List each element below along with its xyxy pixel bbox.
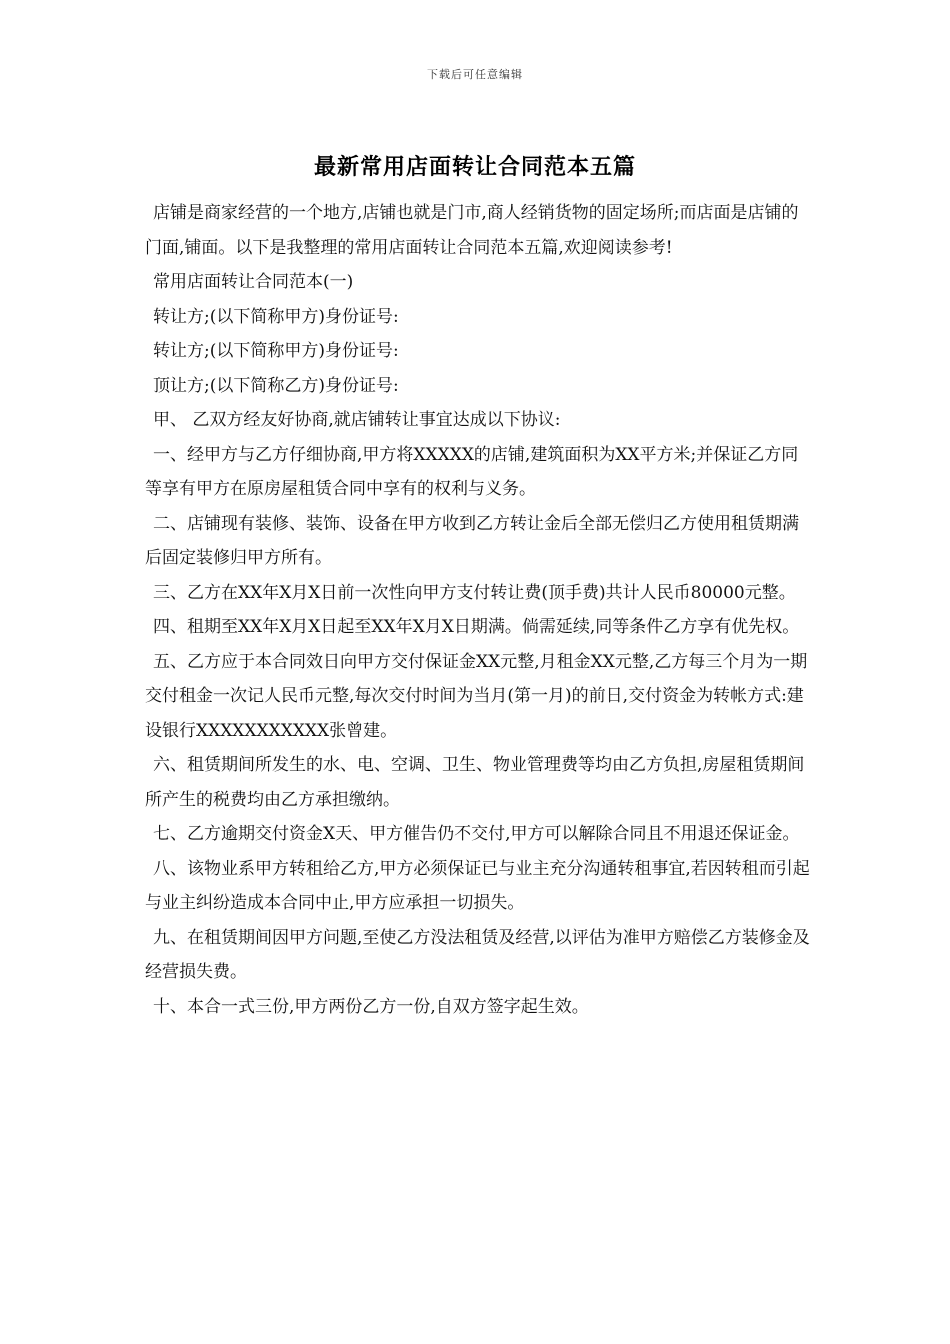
paragraph-clause-8: 八、该物业系甲方转租给乙方,甲方必须保证已与业主充分沟通转租事宜,若因转租而引起与业主纠纷造成本合同中止,甲方应承担一切损失。: [145, 858, 810, 913]
paragraph-clause-1: 一、经甲方与乙方仔细协商,甲方将XXXXX的店铺,建筑面积为XX平方米;并保证乙方同等享有甲方在原房屋租赁合同中享有的权利与义务。: [145, 444, 799, 499]
paragraph-transferee: 顶让方;(以下简称乙方)身份证号:: [153, 375, 399, 396]
paragraph-agreement-intro: 甲、 乙双方经友好协商,就店铺转让事宜达成以下协议:: [153, 410, 561, 430]
paragraph-clause-7: 七、乙方逾期交付资金X天、甲方催告仍不交付,甲方可以解除合同且不用退还保证金。: [153, 824, 800, 844]
paragraph-section-heading: 常用店面转让合同范本(一): [153, 272, 354, 292]
paragraph-transferor-1: 转让方;(以下简称甲方)身份证号:: [153, 306, 399, 327]
header-note: 下载后可任意编辑: [427, 68, 523, 81]
paragraph-clause-10: 十、本合一式三份,甲方两份乙方一份,自双方签字起生效。: [153, 996, 589, 1017]
document-title: 最新常用店面转让合同范本五篇: [313, 154, 636, 180]
paragraph-clause-5: 五、乙方应于本合同效日向甲方交付保证金XX元整,月租金XX元整,乙方每三个月为一期交付租金一次记人民币元整,每次交付时间为当月(第一月)的前日,交付资金为转帐方式:建设银行XXXXXXXXXXX张曾建。: [145, 651, 808, 741]
paragraph-transferor-2: 转让方;(以下简称甲方)身份证号:: [153, 341, 399, 361]
paragraph-clause-2: 二、店铺现有装修、装饰、设备在甲方收到乙方转让金后全部无偿归乙方使用租赁期满后固定装修归甲方所有。: [145, 513, 799, 568]
paragraph-clause-6: 六、租赁期间所发生的水、电、空调、卫生、物业管理费等均由乙方负担,房屋租赁期间所产生的税费均由乙方承担缴纳。: [145, 755, 805, 810]
paragraph-clause-4: 四、租期至XX年X月X日起至XX年X月X日期满。倘需延续,同等条件乙方享有优先权。: [153, 617, 800, 637]
paragraph-clause-9: 九、在租赁期间因甲方问题,至使乙方没法租赁及经营,以评估为准甲方赔偿乙方装修金及经营损失费。: [145, 927, 810, 982]
paragraph-clause-3: 三、乙方在XX年X月X日前一次性向甲方支付转让费(顶手费)共计人民币80000元整。: [153, 582, 796, 603]
paragraph-intro: 店铺是商家经营的一个地方,店铺也就是门市,商人经销货物的固定场所;而店面是店铺的门面,铺面。以下是我整理的常用店面转让合同范本五篇,欢迎阅读参考!: [145, 203, 799, 258]
document-body: [145, 196, 813, 1024]
